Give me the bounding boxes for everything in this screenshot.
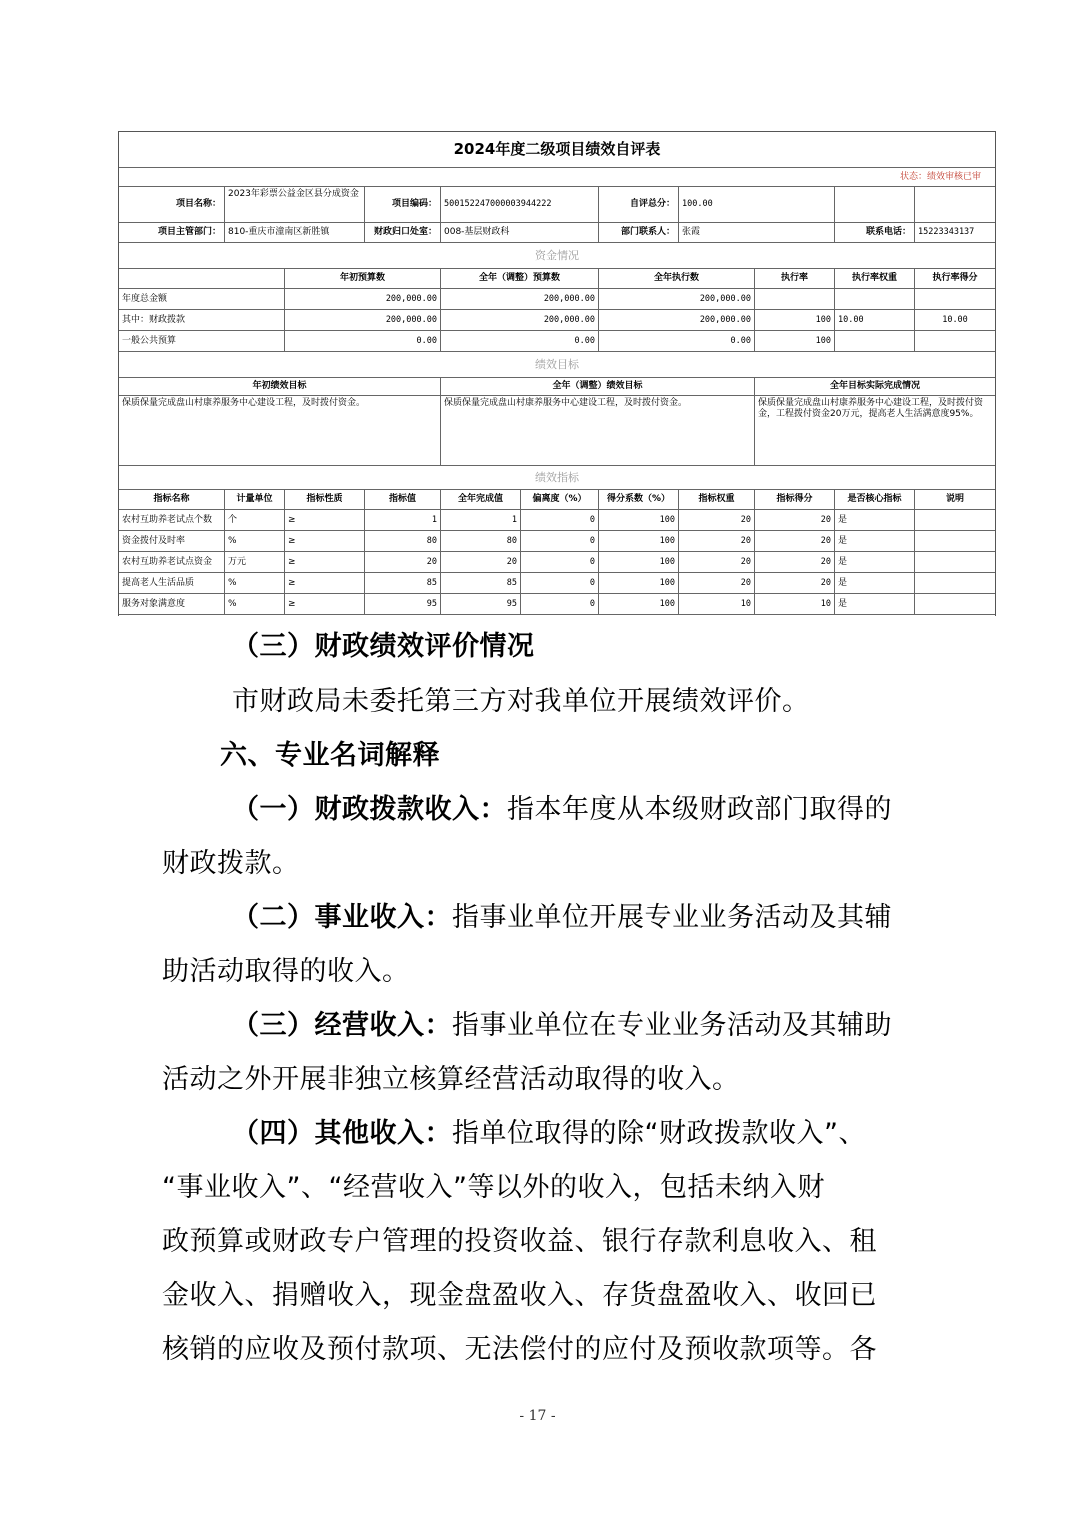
contact-label: 部门联系人： xyxy=(599,223,679,243)
indicator-cell: 100 xyxy=(599,573,679,594)
indicator-cell: 20 xyxy=(365,552,441,573)
funds-cell xyxy=(755,289,835,310)
indicator-cell: 20 xyxy=(755,573,835,594)
indicator-cell: 80 xyxy=(365,531,441,552)
table-row xyxy=(119,573,995,594)
glossary-text: 指事业单位开展专业业务活动及其辅 xyxy=(452,902,892,933)
indicator-cell: 0 xyxy=(521,573,599,594)
indicator-cell: 20 xyxy=(755,552,835,573)
indicator-cell: 农村互助养老试点个数 xyxy=(119,510,225,531)
indicator-cell xyxy=(915,594,995,615)
indicator-cell: 0 xyxy=(521,552,599,573)
funds-header-executed: 全年执行数 xyxy=(599,269,755,289)
indicator-cell: 100 xyxy=(599,531,679,552)
indicators-header-row xyxy=(119,490,995,510)
ind-header: 指标权重 xyxy=(679,490,755,510)
contact-value: 张霞 xyxy=(679,223,835,243)
paragraph-line: 金收入、捐赠收入，现金盘盈收入、存货盘盈收入、收回已 xyxy=(162,1280,877,1311)
paragraph-line: 政预算或财政专户管理的投资收益、银行存款利息收入、租 xyxy=(162,1226,877,1257)
indicator-cell: 95 xyxy=(441,594,521,615)
indicator-cell: 10 xyxy=(755,594,835,615)
paragraph-line: 助活动取得的收入。 xyxy=(162,956,410,987)
indicator-cell: 20 xyxy=(441,552,521,573)
table-row xyxy=(119,510,995,531)
indicator-cell: 是 xyxy=(835,594,915,615)
indicator-cell: % xyxy=(225,594,285,615)
table-row xyxy=(119,594,995,615)
funds-cell: 200,000.00 xyxy=(441,289,599,310)
project-name-label: 项目名称： xyxy=(119,187,225,223)
indicator-cell: 20 xyxy=(679,531,755,552)
self-score-label: 自评总分： xyxy=(599,187,679,223)
finance-office-value: 008-基层财政科 xyxy=(441,223,599,243)
paragraph-line: “事业收入”、“经营收入”等以外的收入，包括未纳入财 xyxy=(162,1172,825,1203)
table-row xyxy=(119,552,995,573)
project-name-value: 2023年彩票公益金区县分成资金 xyxy=(225,187,365,223)
funds-header-initial-budget: 年初预算数 xyxy=(285,269,441,289)
empty-cell xyxy=(835,187,915,223)
goals-header-initial: 年初绩效目标 xyxy=(119,378,441,396)
funds-cell: 0.00 xyxy=(441,331,599,352)
funds-cell: 200,000.00 xyxy=(285,289,441,310)
glossary-item xyxy=(232,1107,866,1161)
indicator-cell: % xyxy=(225,573,285,594)
indicator-cell: 是 xyxy=(835,573,915,594)
indicator-cell: 20 xyxy=(755,531,835,552)
indicator-cell xyxy=(915,531,995,552)
ind-header: 说明 xyxy=(915,490,995,510)
funds-row-label: 一般公共预算 xyxy=(119,331,285,352)
indicator-cell: ≥ xyxy=(285,531,365,552)
glossary-term: （一）财政拨款收入： xyxy=(232,794,507,825)
funds-cell xyxy=(915,289,995,310)
funds-cell xyxy=(915,331,995,352)
funds-header-rate: 执行率 xyxy=(755,269,835,289)
goals-header-adjusted: 全年（调整）绩效目标 xyxy=(441,378,755,396)
indicator-cell: 1 xyxy=(365,510,441,531)
goals-section-title: 绩效目标 xyxy=(119,352,995,378)
table-title: 2024年度二级项目绩效自评表 xyxy=(119,132,995,168)
funds-cell xyxy=(835,289,915,310)
glossary-term: （二）事业收入： xyxy=(232,902,452,933)
ind-header: 计量单位 xyxy=(225,490,285,510)
funds-cell: 10.00 xyxy=(915,310,995,331)
indicator-cell: 0 xyxy=(521,531,599,552)
funds-header-score: 执行率得分 xyxy=(915,269,995,289)
dept-value: 810-重庆市潼南区新胜镇 xyxy=(225,223,365,243)
funds-row-label: 年度总金额 xyxy=(119,289,285,310)
empty-cell xyxy=(119,269,285,289)
paragraph: 市财政局未委托第三方对我单位开展绩效评价。 xyxy=(232,686,810,717)
ind-header: 全年完成值 xyxy=(441,490,521,510)
indicator-cell: 服务对象满意度 xyxy=(119,594,225,615)
funds-cell: 200,000.00 xyxy=(599,310,755,331)
funds-cell: 200,000.00 xyxy=(285,310,441,331)
funds-cell: 0.00 xyxy=(599,331,755,352)
indicator-cell: ≥ xyxy=(285,594,365,615)
glossary-term: （四）其他收入： xyxy=(232,1118,452,1149)
indicator-cell xyxy=(915,573,995,594)
ind-header: 得分系数（%） xyxy=(599,490,679,510)
indicator-cell: 0 xyxy=(521,594,599,615)
ind-header: 指标得分 xyxy=(755,490,835,510)
indicator-cell: 20 xyxy=(679,510,755,531)
funds-cell: 200,000.00 xyxy=(599,289,755,310)
section-heading-finance-evaluation: （三）财政绩效评价情况 xyxy=(232,631,535,662)
indicator-cell: 20 xyxy=(679,552,755,573)
glossary-item xyxy=(232,999,892,1053)
indicator-cell: 10 xyxy=(679,594,755,615)
funds-row-label: 其中：财政拨款 xyxy=(119,310,285,331)
indicator-cell: 万元 xyxy=(225,552,285,573)
indicator-cell: ≥ xyxy=(285,552,365,573)
paragraph-line: 活动之外开展非独立核算经营活动取得的收入。 xyxy=(162,1064,740,1095)
goals-header-actual: 全年目标实际完成情况 xyxy=(755,378,995,396)
indicator-cell: 是 xyxy=(835,552,915,573)
glossary-item xyxy=(232,891,892,945)
paragraph-line: 财政拨款。 xyxy=(162,848,300,879)
glossary-text: 指本年度从本级财政部门取得的 xyxy=(507,794,892,825)
indicator-cell xyxy=(915,510,995,531)
project-code-value: 500152247000003944222 xyxy=(441,187,599,223)
page-number: - 17 - xyxy=(519,1408,556,1424)
goal-actual-text: 保质保量完成盘山村康养服务中心建设工程，及时拨付资金，工程拨付资金20万元，提高老人生活满意度95%。 xyxy=(755,396,995,466)
status-badge: 状态：绩效审核已审 xyxy=(119,168,995,187)
indicator-cell: 20 xyxy=(679,573,755,594)
indicator-cell: % xyxy=(225,531,285,552)
indicator-cell: 提高老人生活品质 xyxy=(119,573,225,594)
indicators-section-title: 绩效指标 xyxy=(119,466,995,490)
glossary-item xyxy=(232,783,892,837)
indicator-cell: 100 xyxy=(599,510,679,531)
indicator-cell: 100 xyxy=(599,594,679,615)
section-heading-glossary: 六、专业名词解释 xyxy=(220,740,440,771)
funds-cell: 100 xyxy=(755,310,835,331)
glossary-term: （三）经营收入： xyxy=(232,1010,452,1041)
funds-cell: 0.00 xyxy=(285,331,441,352)
funds-cell: 100 xyxy=(755,331,835,352)
goal-adjusted-text: 保质保量完成盘山村康养服务中心建设工程，及时拨付资金。 xyxy=(441,396,755,466)
ind-header: 指标值 xyxy=(365,490,441,510)
indicator-cell: ≥ xyxy=(285,510,365,531)
goal-initial-text: 保质保量完成盘山村康养服务中心建设工程，及时拨付资金。 xyxy=(119,396,441,466)
ind-header: 偏离度（%） xyxy=(521,490,599,510)
phone-value: 15223343137 xyxy=(915,223,995,243)
self-score-value: 100.00 xyxy=(679,187,835,223)
indicator-cell: 个 xyxy=(225,510,285,531)
funds-header-adjusted-budget: 全年（调整）预算数 xyxy=(441,269,599,289)
indicator-cell: 20 xyxy=(755,510,835,531)
ind-header: 指标名称 xyxy=(119,490,225,510)
indicator-cell xyxy=(915,552,995,573)
indicator-cell: 是 xyxy=(835,510,915,531)
dept-label: 项目主管部门： xyxy=(119,223,225,243)
indicator-cell: 是 xyxy=(835,531,915,552)
ind-header: 指标性质 xyxy=(285,490,365,510)
empty-cell xyxy=(915,187,995,223)
indicator-cell: 资金拨付及时率 xyxy=(119,531,225,552)
indicator-cell: 农村互助养老试点资金 xyxy=(119,552,225,573)
glossary-text: 指事业单位在专业业务活动及其辅助 xyxy=(452,1010,892,1041)
performance-self-evaluation-table xyxy=(118,131,996,616)
indicator-cell: 0 xyxy=(521,510,599,531)
glossary-text: 指单位取得的除“财政拨款收入”、 xyxy=(452,1118,866,1149)
funds-cell: 200,000.00 xyxy=(441,310,599,331)
funds-cell xyxy=(835,331,915,352)
indicator-cell: ≥ xyxy=(285,573,365,594)
ind-header: 是否核心指标 xyxy=(835,490,915,510)
phone-label: 联系电话： xyxy=(835,223,915,243)
funds-cell: 10.00 xyxy=(835,310,915,331)
indicator-cell: 85 xyxy=(441,573,521,594)
table-row xyxy=(119,531,995,552)
project-code-label: 项目编码： xyxy=(365,187,441,223)
indicator-cell: 85 xyxy=(365,573,441,594)
finance-office-label: 财政归口处室： xyxy=(365,223,441,243)
indicator-cell: 1 xyxy=(441,510,521,531)
indicator-cell: 80 xyxy=(441,531,521,552)
indicator-cell: 95 xyxy=(365,594,441,615)
funds-section-title: 资金情况 xyxy=(119,243,995,269)
indicator-cell: 100 xyxy=(599,552,679,573)
funds-header-weight: 执行率权重 xyxy=(835,269,915,289)
paragraph-line: 核销的应收及预付款项、无法偿付的应付及预收款项等。各 xyxy=(162,1334,877,1365)
